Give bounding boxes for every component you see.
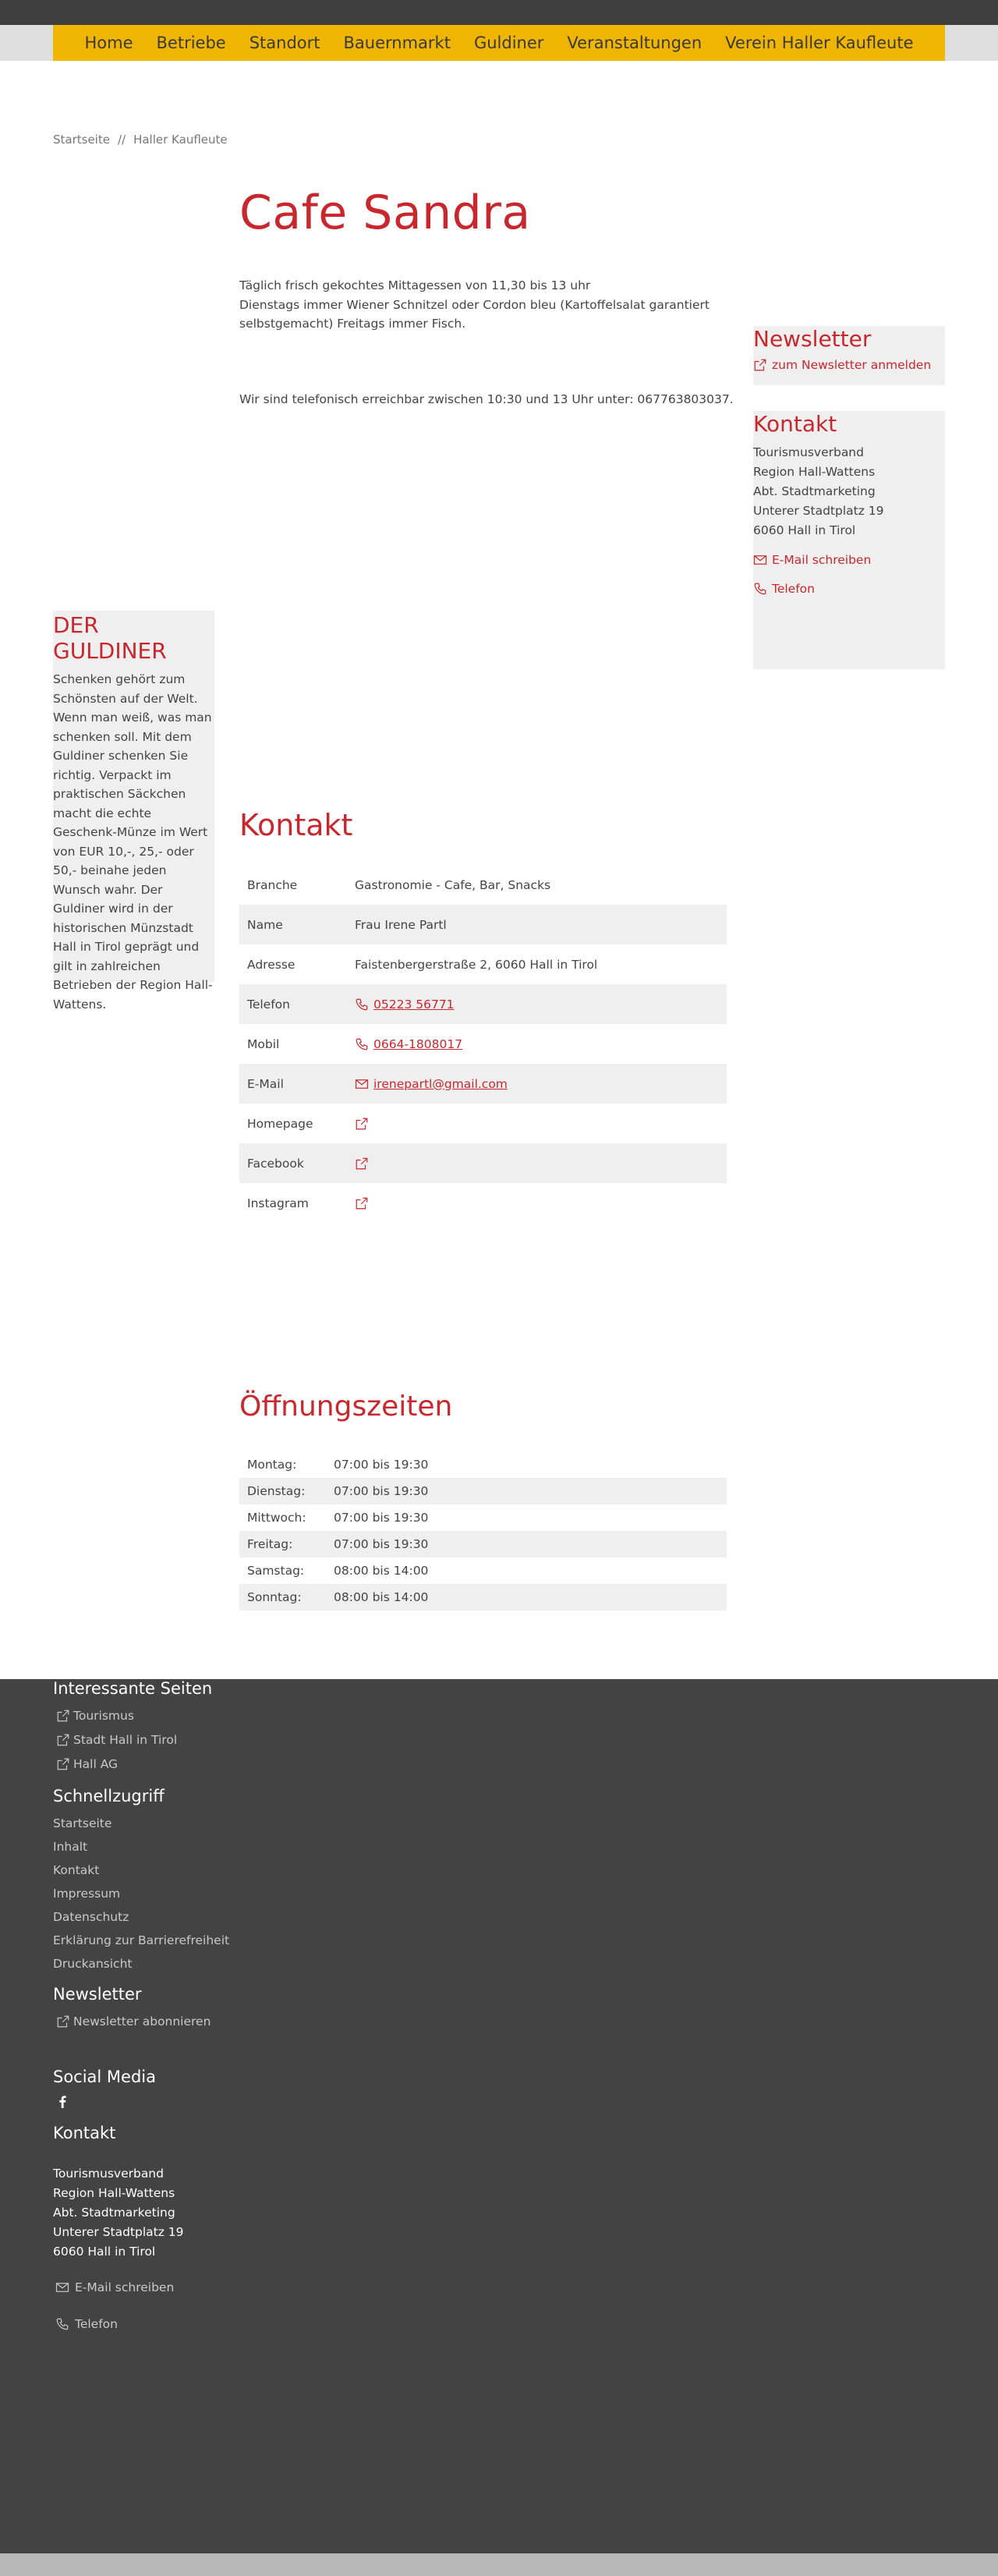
address-line: 6060 Hall in Tirol bbox=[53, 2245, 156, 2259]
row-value: Gastronomie - Cafe, Bar, Snacks bbox=[355, 877, 551, 892]
footer-newsletter-section bbox=[53, 1985, 211, 2029]
day-label: Samstag: bbox=[247, 1564, 305, 1578]
telefon-link[interactable]: 05223 56771 bbox=[373, 997, 455, 1012]
time-value: 07:00 bis 19:30 bbox=[334, 1458, 429, 1472]
row-label: Homepage bbox=[247, 1116, 313, 1131]
footer-link-label: Tourismus bbox=[73, 1709, 134, 1723]
sidebar-phone-link[interactable] bbox=[753, 582, 945, 596]
footer-link-impressum[interactable]: Impressum bbox=[53, 1887, 121, 1901]
breadcrumb bbox=[53, 133, 228, 147]
nav-item-verein[interactable]: Verein Haller Kaufleute bbox=[725, 34, 914, 52]
external-link-icon bbox=[56, 2014, 70, 2029]
footer-link-inhalt[interactable]: Inhalt bbox=[53, 1840, 88, 1854]
footer-quick-heading: Schnellzugriff bbox=[53, 1787, 165, 1805]
breadcrumb-current[interactable]: Haller Kaufleute bbox=[133, 133, 228, 147]
day-label: Sonntag: bbox=[247, 1590, 302, 1604]
guldiner-heading: DER GULDINER bbox=[53, 612, 167, 664]
footer-phone-label: Telefon bbox=[75, 2317, 118, 2331]
breadcrumb-separator: // bbox=[117, 133, 126, 147]
footer-interesting-section bbox=[53, 1679, 212, 1771]
external-link-icon bbox=[56, 1733, 70, 1747]
guldiner-text: Schenken gehört zum Schönsten auf der Welt. Wenn man weiß, was man schenken soll. Mit dem Guldiner schenken Sie richtig. Verpackt im praktischen Säckchen macht die echte Geschenk-Münze im Wert von EUR 10,-, 25,- oder 50,- beinahe jeden Wunsch wahr. Der Guldiner wird in der historischen Münzstadt Hall in Tirol geprägt und gilt in zahlreichen Betrieben der Region Hall-Wattens. bbox=[53, 672, 213, 1012]
table-row bbox=[239, 1104, 727, 1143]
email-link[interactable]: irenepartl@gmail.com bbox=[373, 1076, 508, 1091]
table-row bbox=[239, 944, 727, 984]
day-label: Montag: bbox=[247, 1458, 297, 1472]
sidebar-kontakt-box bbox=[753, 411, 945, 669]
table-row bbox=[239, 1584, 727, 1610]
footer-link-datenschutz[interactable]: Datenschutz bbox=[53, 1910, 129, 1924]
footer-link-tourismus[interactable] bbox=[53, 1709, 212, 1723]
phone-icon bbox=[355, 1037, 369, 1051]
time-value: 08:00 bis 14:00 bbox=[334, 1564, 429, 1578]
footer-newsletter-label: Newsletter abonnieren bbox=[73, 2014, 211, 2029]
sidebar-newsletter-heading: Newsletter bbox=[753, 326, 872, 352]
oeffnungszeiten-heading: Öffnungszeiten bbox=[239, 1391, 453, 1423]
footer-kontakt-section bbox=[53, 2124, 184, 2331]
day-label: Freitag: bbox=[247, 1537, 293, 1551]
sidebar-phone-label: Telefon bbox=[772, 582, 815, 596]
table-row bbox=[239, 1024, 727, 1064]
row-value: Faistenbergerstraße 2, 6060 Hall in Tirol bbox=[355, 957, 598, 972]
address-line: Tourismusverband bbox=[53, 2167, 164, 2181]
external-link-icon bbox=[753, 358, 767, 372]
table-row bbox=[239, 1064, 727, 1104]
table-row bbox=[239, 865, 727, 905]
address-line: Unterer Stadtplatz 19 bbox=[753, 504, 884, 518]
sidebar-kontakt-heading: Kontakt bbox=[753, 411, 837, 437]
intro-line: Täglich frisch gekochtes Mittagessen von 11,30 bis 13 uhr bbox=[239, 278, 591, 292]
footer-link-startseite[interactable]: Startseite bbox=[53, 1816, 112, 1830]
external-link-icon[interactable] bbox=[355, 1117, 369, 1131]
address-line: 6060 Hall in Tirol bbox=[753, 523, 856, 537]
phone-icon bbox=[355, 997, 369, 1012]
footer-link-label: Stadt Hall in Tirol bbox=[73, 1733, 178, 1747]
newsletter-signup-link[interactable] bbox=[753, 358, 945, 372]
facebook-icon[interactable] bbox=[53, 2096, 156, 2108]
time-value: 07:00 bis 19:30 bbox=[334, 1484, 429, 1498]
main-navigation bbox=[53, 25, 945, 61]
nav-item-veranstaltungen[interactable]: Veranstaltungen bbox=[567, 34, 702, 52]
kontakt-heading: Kontakt bbox=[239, 808, 353, 842]
mail-icon bbox=[753, 553, 767, 567]
footer-interesting-heading: Interessante Seiten bbox=[53, 1679, 213, 1698]
footer-link-kontakt[interactable]: Kontakt bbox=[53, 1863, 100, 1877]
address-line: Unterer Stadtplatz 19 bbox=[53, 2225, 184, 2239]
external-link-icon bbox=[56, 1757, 70, 1771]
row-label: Branche bbox=[247, 877, 298, 892]
footer-newsletter-heading: Newsletter bbox=[53, 1985, 142, 2004]
nav-item-home[interactable]: Home bbox=[84, 34, 133, 52]
time-value: 07:00 bis 19:30 bbox=[334, 1511, 429, 1525]
table-row bbox=[239, 1557, 727, 1584]
footer-email-label: E-Mail schreiben bbox=[75, 2280, 175, 2294]
phone-icon bbox=[55, 2317, 70, 2331]
page-title: Cafe Sandra bbox=[239, 186, 531, 240]
footer-link-hall-ag[interactable] bbox=[53, 1757, 212, 1771]
table-row bbox=[239, 1478, 727, 1504]
table-row bbox=[239, 1143, 727, 1183]
footer-link-druckansicht[interactable]: Druckansicht bbox=[53, 1957, 133, 1971]
sidebar-address bbox=[753, 443, 945, 540]
row-label: Telefon bbox=[247, 997, 290, 1012]
address-line: Tourismusverband bbox=[753, 445, 864, 459]
sidebar-email-label: E-Mail schreiben bbox=[772, 553, 872, 567]
footer-social-heading: Social Media bbox=[53, 2068, 157, 2086]
external-link-icon[interactable] bbox=[355, 1196, 369, 1210]
footer-kontakt-heading: Kontakt bbox=[53, 2124, 116, 2142]
table-row bbox=[239, 1451, 727, 1478]
row-label: Adresse bbox=[247, 957, 296, 972]
phone-availability-note: Wir sind telefonisch erreichbar zwischen 10:30 und 13 Uhr unter: 067763803037. bbox=[239, 392, 734, 406]
address-line: Abt. Stadtmarketing bbox=[753, 484, 876, 498]
mail-icon bbox=[355, 1077, 369, 1091]
table-row bbox=[239, 1531, 727, 1557]
nav-item-standort[interactable]: Standort bbox=[249, 34, 320, 52]
day-label: Dienstag: bbox=[247, 1484, 306, 1498]
footer-link-barrierefreiheit[interactable]: Erklärung zur Barrierefreiheit bbox=[53, 1933, 230, 1947]
table-row bbox=[239, 984, 727, 1024]
footer bbox=[0, 1679, 998, 2553]
address-line: Region Hall-Wattens bbox=[53, 2186, 175, 2200]
row-label: Facebook bbox=[247, 1156, 304, 1171]
address-line: Region Hall-Wattens bbox=[753, 465, 876, 479]
top-bar bbox=[0, 0, 998, 25]
nav-item-betriebe[interactable]: Betriebe bbox=[156, 34, 226, 52]
table-row bbox=[239, 1183, 727, 1223]
row-label: Mobil bbox=[247, 1036, 280, 1051]
newsletter-signup-label: zum Newsletter anmelden bbox=[772, 358, 932, 372]
footer-email-link[interactable] bbox=[53, 2280, 184, 2294]
footer-newsletter-link[interactable] bbox=[53, 2014, 211, 2029]
row-label: Instagram bbox=[247, 1196, 309, 1210]
day-label: Mittwoch: bbox=[247, 1511, 306, 1525]
row-label: E-Mail bbox=[247, 1076, 284, 1091]
footer-quick-section bbox=[53, 1787, 229, 1971]
row-value: Frau Irene Partl bbox=[355, 917, 447, 932]
footer-address bbox=[53, 2164, 184, 2262]
phone-icon bbox=[753, 582, 767, 596]
kontakt-table bbox=[239, 865, 727, 1223]
guldiner-box bbox=[53, 611, 214, 1012]
footer-bottom-bar bbox=[0, 2553, 998, 2576]
time-value: 07:00 bis 19:30 bbox=[334, 1537, 429, 1551]
table-row bbox=[239, 1504, 727, 1531]
nav-item-bauernmarkt[interactable]: Bauernmarkt bbox=[343, 34, 451, 52]
footer-link-label: Hall AG bbox=[73, 1757, 119, 1771]
sidebar-email-link[interactable] bbox=[753, 553, 945, 567]
breadcrumb-home[interactable]: Startseite bbox=[53, 133, 110, 147]
footer-social-section bbox=[53, 2068, 156, 2108]
footer-phone-link[interactable] bbox=[53, 2317, 184, 2331]
intro-text bbox=[239, 276, 727, 334]
mobil-link[interactable]: 0664-1808017 bbox=[373, 1036, 463, 1051]
mail-icon bbox=[55, 2280, 70, 2294]
external-link-icon[interactable] bbox=[355, 1157, 369, 1171]
oeffnungszeiten-table bbox=[239, 1451, 727, 1610]
sidebar-newsletter-box bbox=[753, 326, 945, 385]
table-row bbox=[239, 905, 727, 944]
nav-item-guldiner[interactable]: Guldiner bbox=[473, 34, 544, 52]
time-value: 08:00 bis 14:00 bbox=[334, 1590, 429, 1604]
footer-link-stadt-hall[interactable] bbox=[53, 1733, 212, 1747]
intro-line: Dienstags immer Wiener Schnitzel oder Cordon bleu (Kartoffelsalat garantiert selbstgemacht) Freitags immer Fisch. bbox=[239, 297, 710, 331]
address-line: Abt. Stadtmarketing bbox=[53, 2206, 175, 2220]
row-label: Name bbox=[247, 917, 283, 932]
external-link-icon bbox=[56, 1709, 70, 1723]
